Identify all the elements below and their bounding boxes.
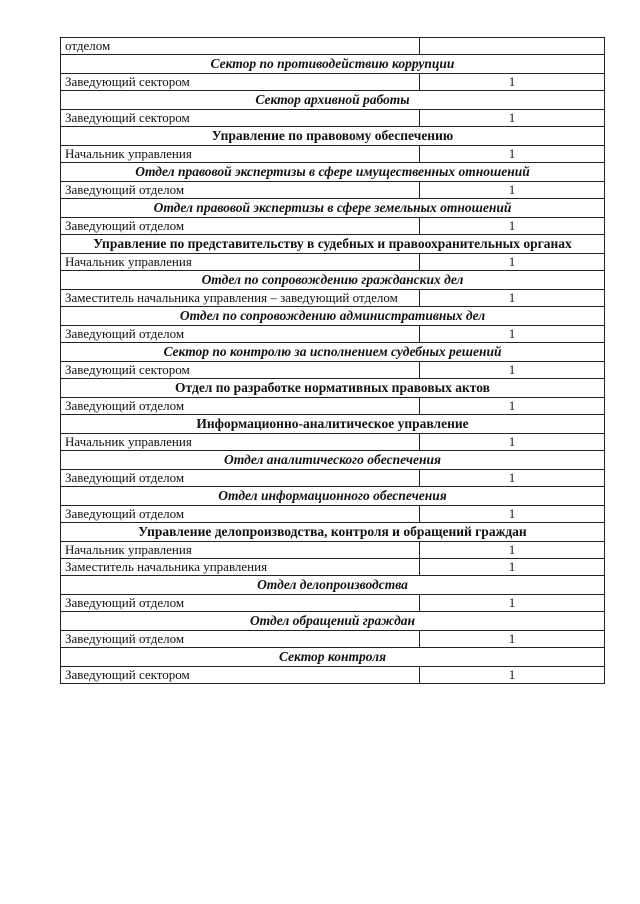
position-count: 1 bbox=[420, 218, 605, 235]
position-title: Заведующий сектором bbox=[61, 110, 420, 127]
section-title: Отдел по разработке нормативных правовых актов bbox=[61, 379, 605, 398]
position-count: 1 bbox=[420, 182, 605, 199]
section-header-row bbox=[61, 487, 605, 506]
position-count: 1 bbox=[420, 362, 605, 379]
section-header-row bbox=[61, 576, 605, 595]
position-row bbox=[61, 362, 605, 379]
position-title: отделом bbox=[61, 38, 420, 55]
position-count: 1 bbox=[420, 595, 605, 612]
position-title: Заведующий сектором bbox=[61, 362, 420, 379]
position-title: Заведующий отделом bbox=[61, 398, 420, 415]
position-count: 1 bbox=[420, 434, 605, 451]
position-row bbox=[61, 110, 605, 127]
section-header-row bbox=[61, 451, 605, 470]
position-title: Начальник управления bbox=[61, 542, 420, 559]
position-count: 1 bbox=[420, 74, 605, 91]
section-title: Отдел аналитического обеспечения bbox=[61, 451, 605, 470]
section-header-row bbox=[61, 163, 605, 182]
position-count: 1 bbox=[420, 542, 605, 559]
section-header-row bbox=[61, 648, 605, 667]
position-title: Заведующий отделом bbox=[61, 470, 420, 487]
section-title: Управление делопроизводства, контроля и обращений граждан bbox=[61, 523, 605, 542]
position-title: Начальник управления bbox=[61, 434, 420, 451]
position-row bbox=[61, 506, 605, 523]
section-title: Отдел делопроизводства bbox=[61, 576, 605, 595]
position-row bbox=[61, 542, 605, 559]
position-title: Заместитель начальника управления bbox=[61, 559, 420, 576]
section-header-row bbox=[61, 271, 605, 290]
section-title: Отдел информационного обеспечения bbox=[61, 487, 605, 506]
position-title: Заведующий сектором bbox=[61, 74, 420, 91]
position-count: 1 bbox=[420, 110, 605, 127]
position-title: Заведующий отделом bbox=[61, 218, 420, 235]
section-header-row bbox=[61, 91, 605, 110]
section-title: Управление по представительству в судебных и правоохранительных органах bbox=[61, 235, 605, 254]
section-title: Сектор по контролю за исполнением судебных решений bbox=[61, 343, 605, 362]
position-row bbox=[61, 595, 605, 612]
position-count: 1 bbox=[420, 631, 605, 648]
position-title: Начальник управления bbox=[61, 254, 420, 271]
position-count: 1 bbox=[420, 559, 605, 576]
staff-table bbox=[60, 37, 605, 684]
section-title: Сектор контроля bbox=[61, 648, 605, 667]
position-row bbox=[61, 470, 605, 487]
section-title: Сектор архивной работы bbox=[61, 91, 605, 110]
section-title: Сектор по противодействию коррупции bbox=[61, 55, 605, 74]
position-row bbox=[61, 182, 605, 199]
position-title: Заведующий сектором bbox=[61, 667, 420, 684]
position-count: 1 bbox=[420, 667, 605, 684]
section-header-row bbox=[61, 199, 605, 218]
position-row bbox=[61, 326, 605, 343]
position-row bbox=[61, 434, 605, 451]
staff-table-body bbox=[61, 38, 605, 684]
position-row bbox=[61, 38, 605, 55]
position-row bbox=[61, 218, 605, 235]
section-header-row bbox=[61, 127, 605, 146]
position-title: Заместитель начальника управления – заведующий отделом bbox=[61, 290, 420, 307]
position-row bbox=[61, 667, 605, 684]
position-title: Заведующий отделом bbox=[61, 506, 420, 523]
position-row bbox=[61, 146, 605, 163]
section-header-row bbox=[61, 379, 605, 398]
section-title: Отдел правовой экспертизы в сфере земельных отношений bbox=[61, 199, 605, 218]
section-header-row bbox=[61, 235, 605, 254]
position-count: 1 bbox=[420, 506, 605, 523]
position-count: 1 bbox=[420, 146, 605, 163]
position-row bbox=[61, 398, 605, 415]
position-row bbox=[61, 559, 605, 576]
position-row bbox=[61, 74, 605, 91]
position-count bbox=[420, 38, 605, 55]
position-row bbox=[61, 631, 605, 648]
position-count: 1 bbox=[420, 398, 605, 415]
position-title: Начальник управления bbox=[61, 146, 420, 163]
section-title: Информационно-аналитическое управление bbox=[61, 415, 605, 434]
section-header-row bbox=[61, 612, 605, 631]
section-header-row bbox=[61, 55, 605, 74]
position-count: 1 bbox=[420, 326, 605, 343]
section-header-row bbox=[61, 415, 605, 434]
position-count: 1 bbox=[420, 290, 605, 307]
position-count: 1 bbox=[420, 470, 605, 487]
position-row bbox=[61, 290, 605, 307]
section-title: Отдел правовой экспертизы в сфере имущественных отношений bbox=[61, 163, 605, 182]
section-title: Отдел по сопровождению административных дел bbox=[61, 307, 605, 326]
section-header-row bbox=[61, 307, 605, 326]
position-title: Заведующий отделом bbox=[61, 595, 420, 612]
section-header-row bbox=[61, 343, 605, 362]
section-title: Отдел обращений граждан bbox=[61, 612, 605, 631]
section-title: Управление по правовому обеспечению bbox=[61, 127, 605, 146]
section-title: Отдел по сопровождению гражданских дел bbox=[61, 271, 605, 290]
position-title: Заведующий отделом bbox=[61, 631, 420, 648]
position-count: 1 bbox=[420, 254, 605, 271]
section-header-row bbox=[61, 523, 605, 542]
position-title: Заведующий отделом bbox=[61, 326, 420, 343]
position-title: Заведующий отделом bbox=[61, 182, 420, 199]
position-row bbox=[61, 254, 605, 271]
